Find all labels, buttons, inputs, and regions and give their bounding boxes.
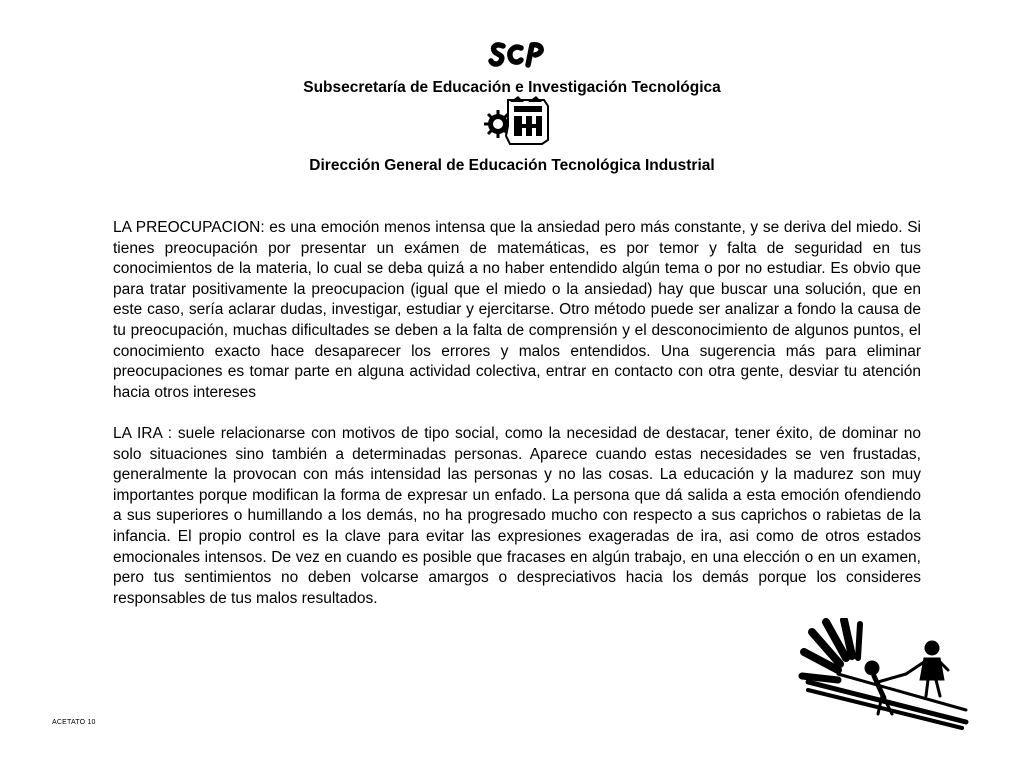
dgeti-gear-seal-icon: [484, 96, 550, 146]
direccion-title: Dirección General de Educación Tecnológica Industrial: [309, 157, 715, 174]
helping-hand-figures-icon: [798, 618, 970, 730]
acetato-label: ACETATO 10: [52, 719, 96, 726]
subsecretaria-title: Subsecretaría de Educación e Investigación Tecnológica: [303, 79, 721, 96]
paragraph-ira: LA IRA : suele relacionarse con motivos de tipo social, como la necesidad de destacar, tener éxito, de dominar no solo situaciones sino también a determinadas personas. Aparece cuando estas necesidades se ven frustadas, generalmente la provocan con más intensidad las personas y no las cosas. La educación y la madurez son muy importantes porque modifican la forma de expresar un enfado. La persona que dá salida a esta emoción ofendiendo a sus superiores o humillando a los demás, no ha progresado mucho con respecto a sus caprichos o rabietas de la infancia. El propio control es la clave para evitar las expresiones exageradas de ira, asi como de otros estados emocionales intensos. De vez en cuando es posible que fracases en algún trabajo, en una elección o en un examen, pero tus sentimientos no deben volcarse amargos o despreciativos hacia los demás porque los consideres responsables de tus malos resultados.: [113, 425, 921, 607]
paragraph-preocupacion: LA PREOCUPACION: es una emoción menos intensa que la ansiedad pero más constante, y se deriva del miedo. Si tienes preocupación por presentar un exámen de matemáticas, es por temor y falta de seguridad en tus conocimientos de la materia, lo cual se deba quizá a no haber entendido algún tema o por no estudiar. Es obvio que para tratar positivamente la preocupacion (igual que el miedo o la ansiedad) hay que buscar una solución, que en este caso, sería aclarar dudas, investigar, estudiar y ejercitarse. Otro método puede ser analizar a fondo la causa de tu preocupación, muchas dificultades se deben a la falta de comprensión y el desconocimiento de algunos puntos, el conocimiento exacto hace desaparecer los errores y malos entendidos. Una sugerencia más para eliminar preocupaciones es tomar parte en alguna actividad colectiva, entrar en contacto con otra gente, desviar tu atención hacia otros intereses: [113, 219, 921, 401]
sep-logo: [488, 38, 548, 70]
